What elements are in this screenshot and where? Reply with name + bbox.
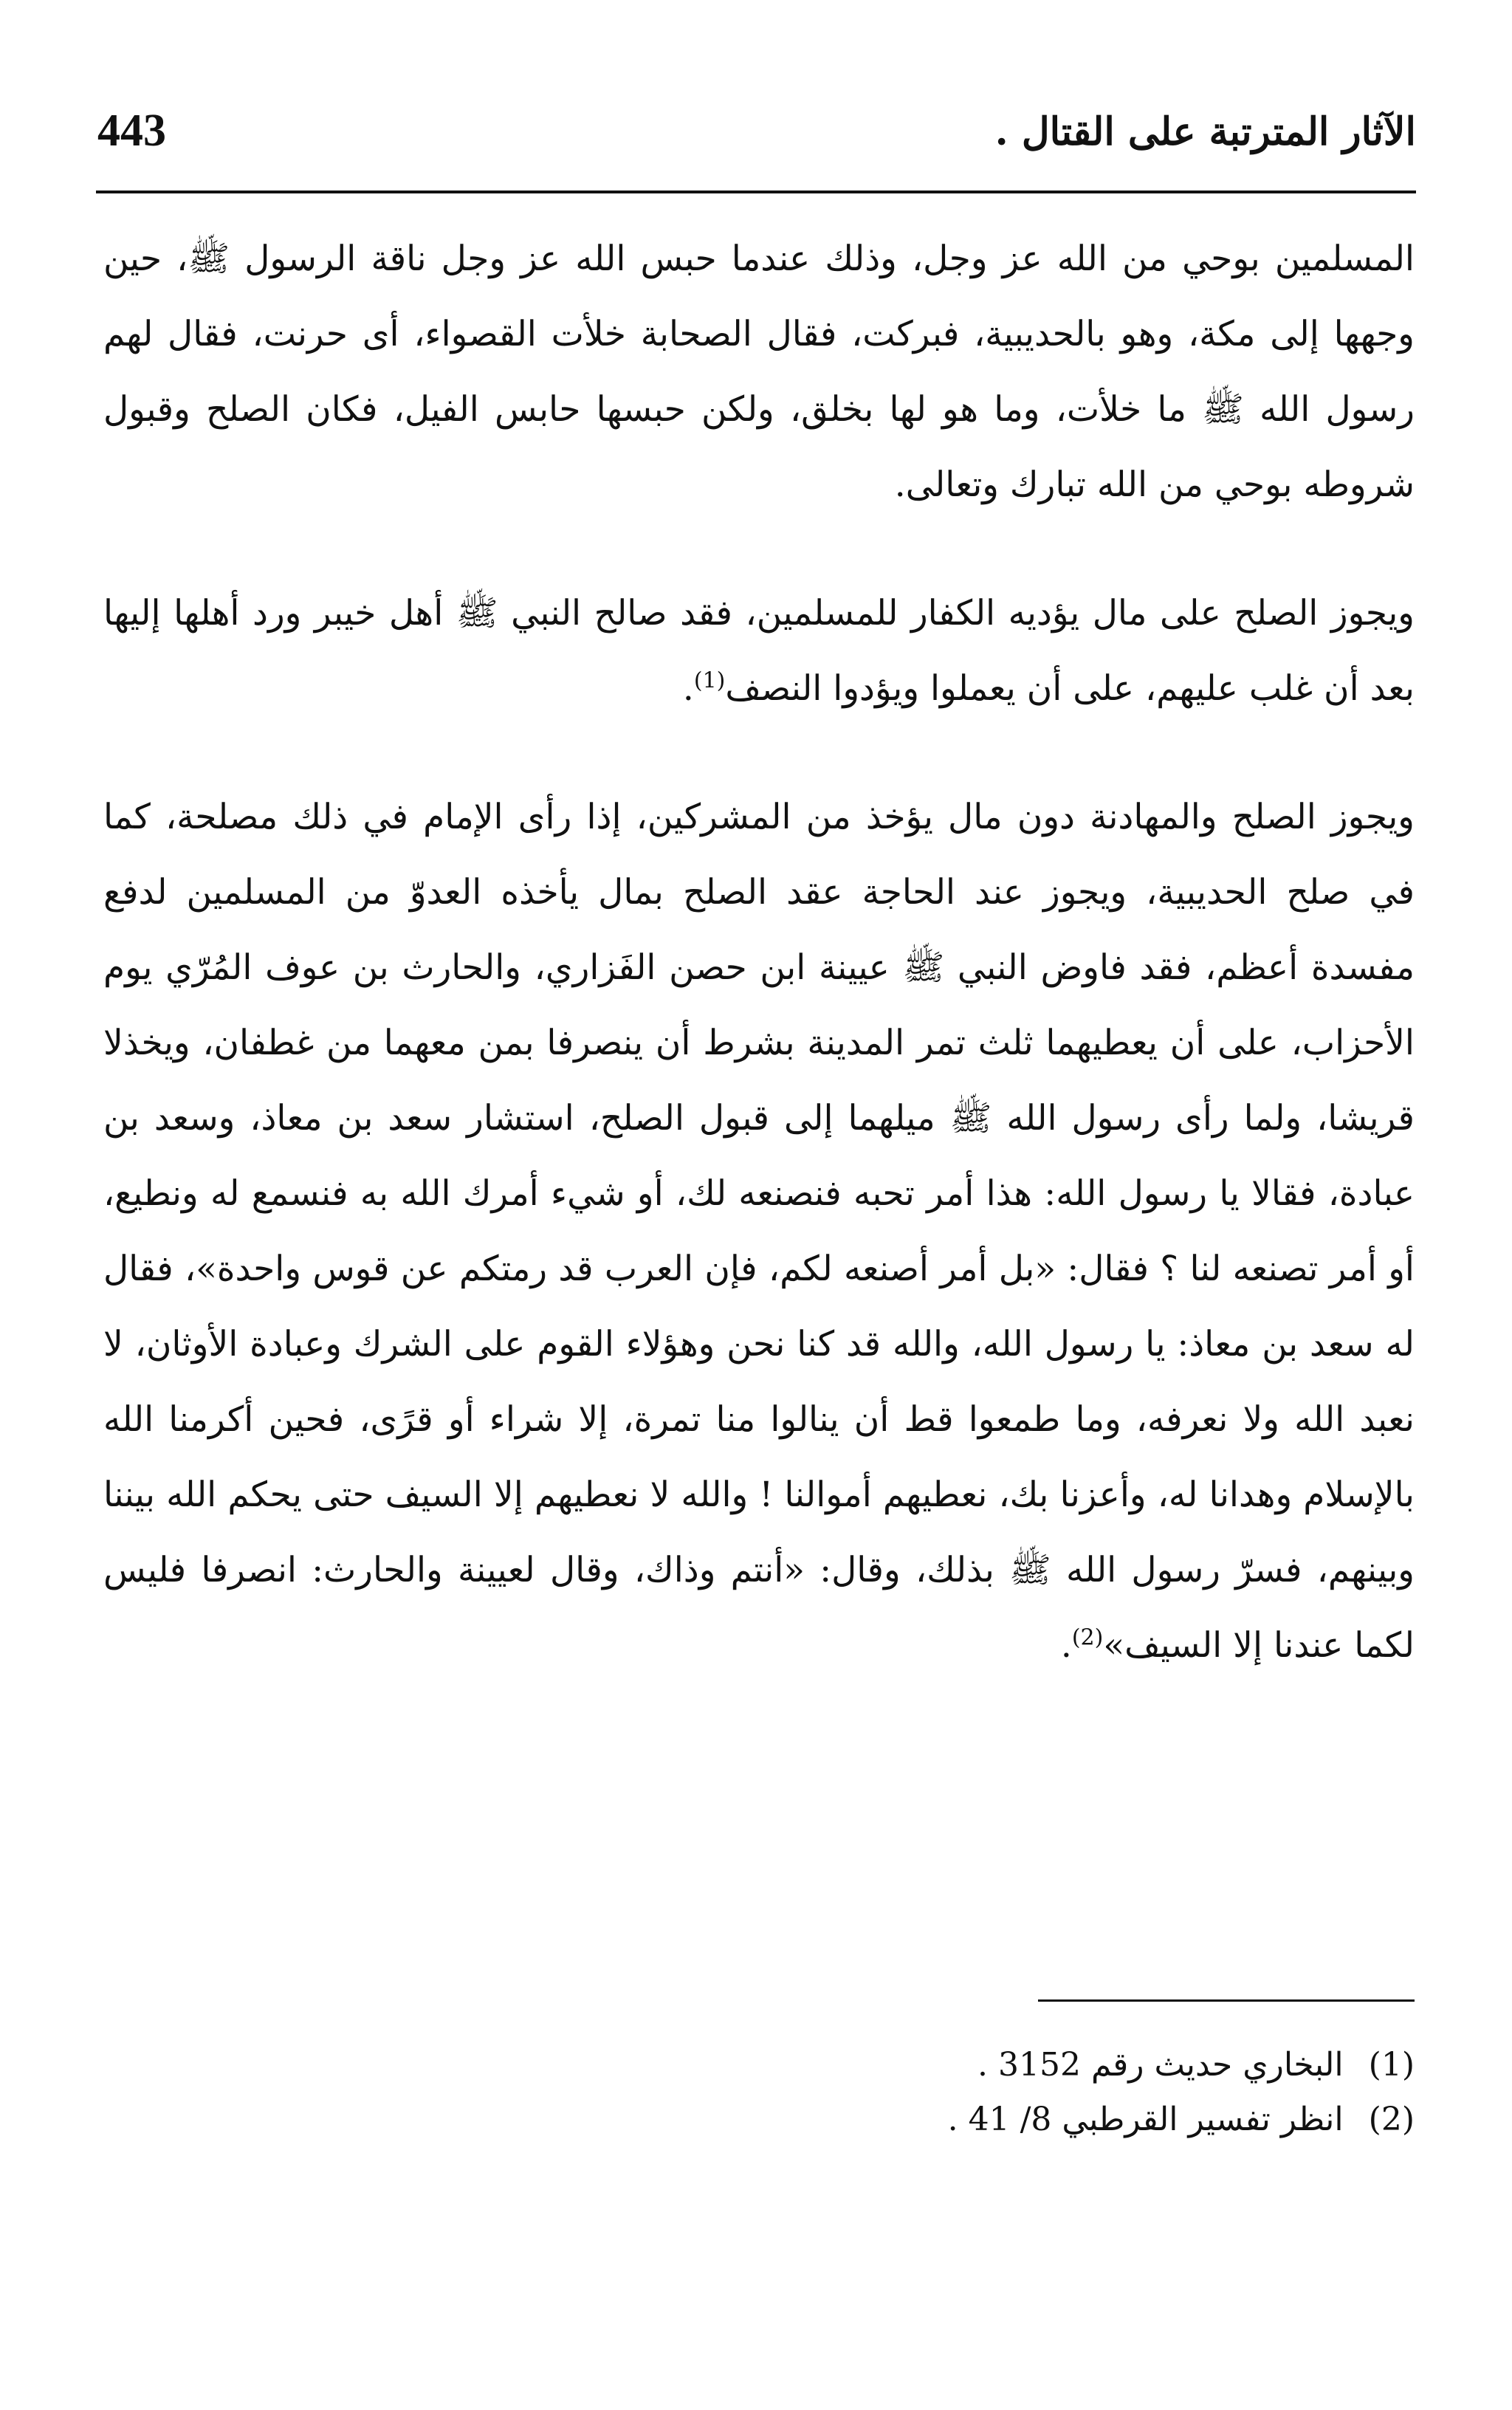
paragraph-1-text: المسلمين بوحي من الله عز وجل، وذلك عندما حبس الله عز وجل ناقة الرسول ﷺ، حين وجهها إلى مكة، وهو بالحديبية، فبركت، فقال الصحابة خلأت القصواء، أى حرنت، فقال لهم رسول الله ﷺ ما خلأت، وما هو لها بخلق، ولكن حبسها حابس الفيل، فكان الصلح وقبول شروطه بوحي من الله تبارك وتعالى. (103, 238, 1415, 505)
footnote-2 (103, 2093, 1415, 2147)
paragraph-2-text: ويجوز الصلح على مال يؤديه الكفار للمسلمين، فقد صالح النبي ﷺ أهل خيبر ورد أهلها إليها بعد أن غلب عليهم، على أن يعملوا ويؤدوا النصف (103, 593, 1415, 709)
footnote-ref-1[interactable]: (1) (693, 667, 726, 694)
main-text (103, 222, 1415, 1683)
footnote-1-number: (1) (1368, 2046, 1415, 2084)
footnote-divider (1038, 1999, 1415, 2002)
footnote-2-text: انظر تفسير القرطبي 8/ 41 . (947, 2101, 1344, 2138)
footnote-2-number: (2) (1368, 2101, 1415, 2138)
running-title: الآثار المترتبة على القتال . (994, 109, 1416, 154)
paragraph-2 (103, 576, 1415, 727)
page-header (96, 103, 1416, 170)
paragraph-3 (103, 780, 1415, 1683)
footnote-1-text: البخاري حديث رقم 3152 . (977, 2046, 1344, 2084)
header-divider (96, 190, 1416, 193)
footnote-1 (103, 2038, 1415, 2093)
page-number: 443 (97, 106, 166, 156)
paragraph-3-tail: . (1060, 1625, 1072, 1666)
footnotes (103, 2038, 1415, 2147)
paragraph-1 (103, 222, 1415, 523)
footnote-ref-2[interactable]: (2) (1071, 1624, 1104, 1651)
paragraph-2-tail: . (682, 668, 694, 709)
paragraph-3-text: ويجوز الصلح والمهادنة دون مال يؤخذ من المشركين، إذا رأى الإمام في ذلك مصلحة، كما في صلح الحديبية، ويجوز عند الحاجة عقد الصلح بمال يأخذه العدوّ من المسلمين لدفع مفسدة أعظم، فقد فاوض النبي ﷺ عيينة ابن حصن الفَزاري، والحارث بن عوف المُرّي يوم الأحزاب، على أن يعطيهما ثلث تمر المدينة بشرط أن ينصرفا بمن معهما من غطفان، ويخذلا قريشا، ولما رأى رسول الله ﷺ ميلهما إلى قبول الصلح، استشار سعد بن معاذ، وسعد بن عبادة، فقالا يا رسول الله: هذا أمر تحبه فنصنعه لك، أو شيء أمرك الله به فنسمع له ونطيع، أو أمر تصنعه لنا ؟ فقال: «بل أمر أصنعه لكم، فإن العرب قد رمتكم عن قوس واحدة»، فقال له سعد بن معاذ: يا رسول الله، والله قد كنا نحن وهؤلاء القوم على الشرك وعبادة الأوثان، لا نعبد الله ولا نعرفه، وما طمعوا قط أن ينالوا منا تمرة، إلا شراء أو قرًى، فحين أكرمنا الله بالإسلام وهدانا له، وأعزنا بك، نعطيهم أموالنا ! والله لا نعطيهم إلا السيف حتى يحكم الله بيننا وبينهم، فسرّ رسول الله ﷺ بذلك، وقال: «أنتم وذاك، وقال لعيينة والحارث: انصرفا فليس لكما عندنا إلا السيف» (103, 797, 1415, 1666)
